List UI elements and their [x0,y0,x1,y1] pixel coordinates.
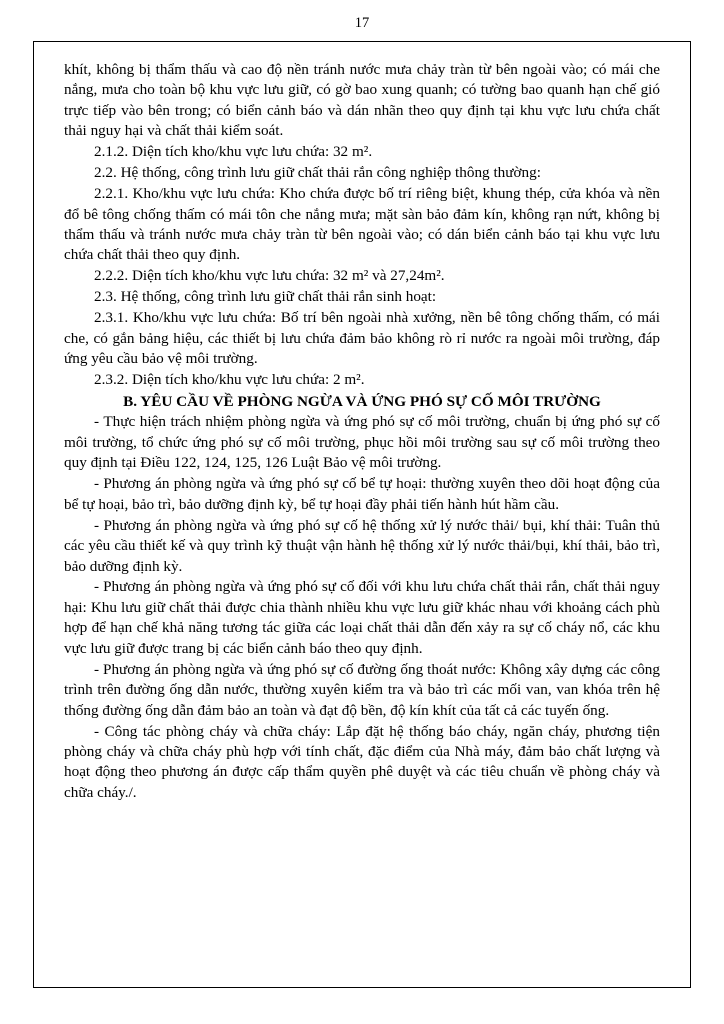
paragraph: 2.3.2. Diện tích kho/khu vực lưu chứa: 2 m². [94,371,365,389]
paragraph: - Phương án phòng ngừa và ứng phó sự cố bể tự hoại: thường xuyên theo dõi hoạt động của bể tự hoại, bảo trì, bảo dưỡng định kỳ, bể tự hoại đầy phải tiến hành hút hầm cầu. [64,475,660,513]
paragraph: - Phương án phòng ngừa và ứng phó sự cố đối với khu lưu chứa chất thải rắn, chất thải nguy hại: Khu lưu giữ chất thải được chia thành nhiều khu vực lưu giữ khác nhau với khoảng cách phù hợp để hạn chế khả năng tương tác giữa các loại chất thải dẫn đến xảy ra sự cố cháy nổ, các khu vực lưu giữ được trang bị các biển cảnh báo theo quy định. [64,578,660,657]
paragraph: 2.2. Hệ thống, công trình lưu giữ chất thải rắn công nghiệp thông thường: [94,164,541,182]
paragraph: 2.1.2. Diện tích kho/khu vực lưu chứa: 32 m². [94,143,373,161]
page-number: 17 [354,15,370,31]
paragraph: - Phương án phòng ngừa và ứng phó sự cố đường ống thoát nước: Không xây dựng các công trình trên đường ống dẫn nước, thường xuyên kiểm tra và bảo trì các mối van, van khóa trên hệ thống đường ống dẫn đảm bảo an toàn và đạt độ bền, độ kín khít của tất cả các tuyến ống. [64,660,660,719]
paragraph: - Công tác phòng cháy và chữa cháy: Lắp đặt hệ thống báo cháy, ngăn cháy, phương tiện phòng cháy và chữa cháy phù hợp với tính chất, đặc điểm của Nhà máy, đảm bảo chất lượng và hoạt động theo phương án được cấp thẩm quyền phê duyệt và các tiêu chuẩn về phòng cháy và chữa cháy./. [64,722,660,801]
section-heading: B. YÊU CẦU VỀ PHÒNG NGỪA VÀ ỨNG PHÓ SỰ CỐ MÔI TRƯỜNG [123,392,601,410]
paragraph: 2.2.1. Kho/khu vực lưu chứa: Kho chứa được bố trí riêng biệt, khung thép, cửa khóa và nền đổ bê tông chống thấm có mái tôn che nắng mưa; mặt sàn bảo đảm kín, không rạn nứt, không bị thẩm thấu và tránh nước mưa chảy tràn từ bên ngoài vào; có dán biển cảnh báo tại khu vực lưu chứa chất thải theo quy định. [64,185,660,264]
document-body [64,60,660,972]
paragraph: - Phương án phòng ngừa và ứng phó sự cố hệ thống xử lý nước thải/ bụi, khí thải: Tuân thủ các yêu cầu thiết kế và quy trình kỹ thuật vận hành hệ thống xử lý nước thải/bụi, khí thải, bảo trì, bảo dưỡng định kỳ. [64,516,660,575]
paragraph: khít, không bị thẩm thấu và cao độ nền tránh nước mưa chảy tràn từ bên ngoài vào; có mái che nắng, mưa cho toàn bộ khu vực lưu giữ, có gờ bao xung quanh; có tường bao quanh hạn chế gió trực tiếp vào bên trong; có biển cảnh báo và dán nhãn theo quy định tại khu vực lưu chứa chất thải nguy hại và chất thải kiểm soát. [64,61,660,140]
paragraph: 2.2.2. Diện tích kho/khu vực lưu chứa: 32 m² và 27,24m². [94,267,445,285]
paragraph: 2.3.1. Kho/khu vực lưu chứa: Bố trí bên ngoài nhà xưởng, nền bê tông chống thấm, có mái che, có gắn bảng hiệu, các thiết bị lưu chứa đảm bảo không rò rỉ nước ra ngoài môi trường, đáp ứng yêu cầu bảo vệ môi trường. [64,309,660,368]
paragraph: 2.3. Hệ thống, công trình lưu giữ chất thải rắn sinh hoạt: [94,288,437,306]
paragraph: - Thực hiện trách nhiệm phòng ngừa và ứng phó sự cố môi trường, chuẩn bị ứng phó sự cố môi trường, tổ chức ứng phó sự cố môi trường, phục hồi môi trường sau sự cố môi trường theo quy định tại Điều 122, 124, 125, 126 Luật Bảo vệ môi trường. [64,413,660,472]
